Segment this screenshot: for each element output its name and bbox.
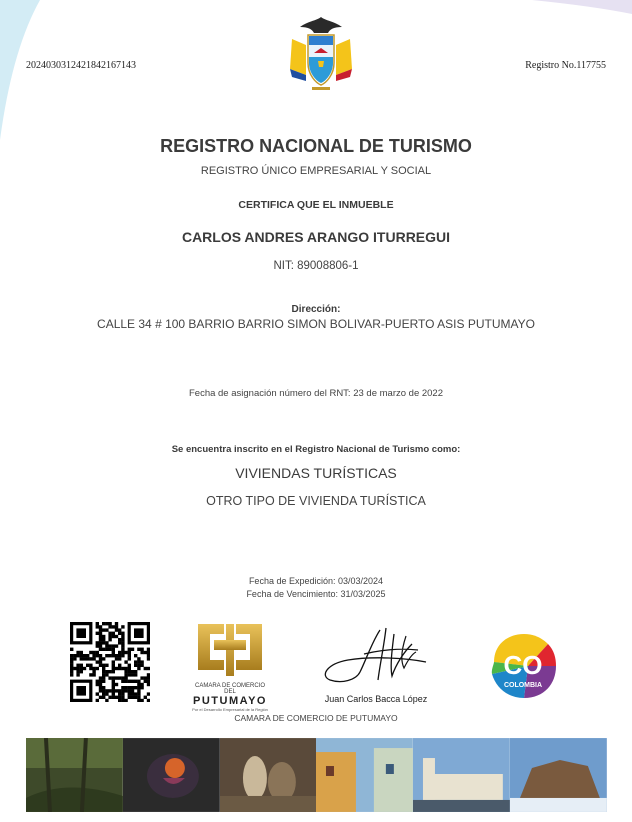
co-logo-text: CO <box>503 650 543 680</box>
fecha-expedicion: Fecha de Expedición: 03/03/2024 <box>248 576 384 586</box>
co-logo-sub: COLOMBIA <box>503 682 543 689</box>
inscrito-statement: Se encuentra inscrito en el Registro Nacional de Turismo como: <box>171 444 461 455</box>
fecha-vencimiento: Fecha de Vencimiento: 31/03/2025 <box>246 589 386 599</box>
corner-decoration-right <box>512 0 632 20</box>
certifica-statement: CERTIFICA QUE EL INMUEBLE <box>238 199 394 211</box>
photo-rock-formation <box>510 738 607 812</box>
camara-logo-mark <box>190 620 270 676</box>
camara-logo-name: PUTUMAYO <box>193 695 267 707</box>
photo-colonial-street <box>316 738 413 812</box>
camara-logo-tagline: Por el Desarrollo Empresarial de la Región <box>192 707 268 712</box>
certificate-subtitle: REGISTRO ÚNICO EMPRESARIAL Y SOCIAL <box>200 165 432 177</box>
direccion-value: CALLE 34 # 100 BARRIO BARRIO SIMON BOLIVAR-PUERTO ASIS PUTUMAYO <box>97 317 535 331</box>
signer-name: Juan Carlos Bacca López <box>324 694 428 704</box>
camara-comercio-logo-icon <box>190 620 270 712</box>
subcategoria: OTRO TIPO DE VIVIENDA TURÍSTICA <box>206 494 426 508</box>
document-number: 20240303124218421671​43 <box>26 60 136 71</box>
certificate-title: REGISTRO NACIONAL DE TURISMO <box>160 136 472 156</box>
nit-number: NIT: 89008806-1 <box>273 260 359 272</box>
colombia-co-brand-icon <box>488 632 558 700</box>
holder-name: CARLOS ANDRES ARANGO ITURREGUI <box>181 229 451 245</box>
tourism-photo-strip <box>26 738 607 812</box>
photo-jungle <box>26 738 123 812</box>
fecha-asignacion: Fecha de asignación número del RNT: 23 de marzo de 2022 <box>188 388 443 399</box>
photo-plaza-building <box>413 738 510 812</box>
photo-condor <box>123 738 220 812</box>
direccion-label: Dirección: <box>291 304 341 315</box>
camara-footer-text: CAMARA DE COMERCIO DE PUTUMAYO <box>234 713 398 723</box>
colombia-coat-of-arms-icon <box>286 15 356 91</box>
registro-number: Registro No.117755 <box>525 60 606 71</box>
photo-artisans <box>220 738 317 812</box>
handwritten-signature <box>320 624 432 692</box>
qr-code-icon[interactable] <box>70 622 150 702</box>
camara-logo-top-text: CAMARA DE COMERCIO DEL <box>194 683 265 695</box>
categoria: VIVIENDAS TURÍSTICAS <box>235 465 397 481</box>
